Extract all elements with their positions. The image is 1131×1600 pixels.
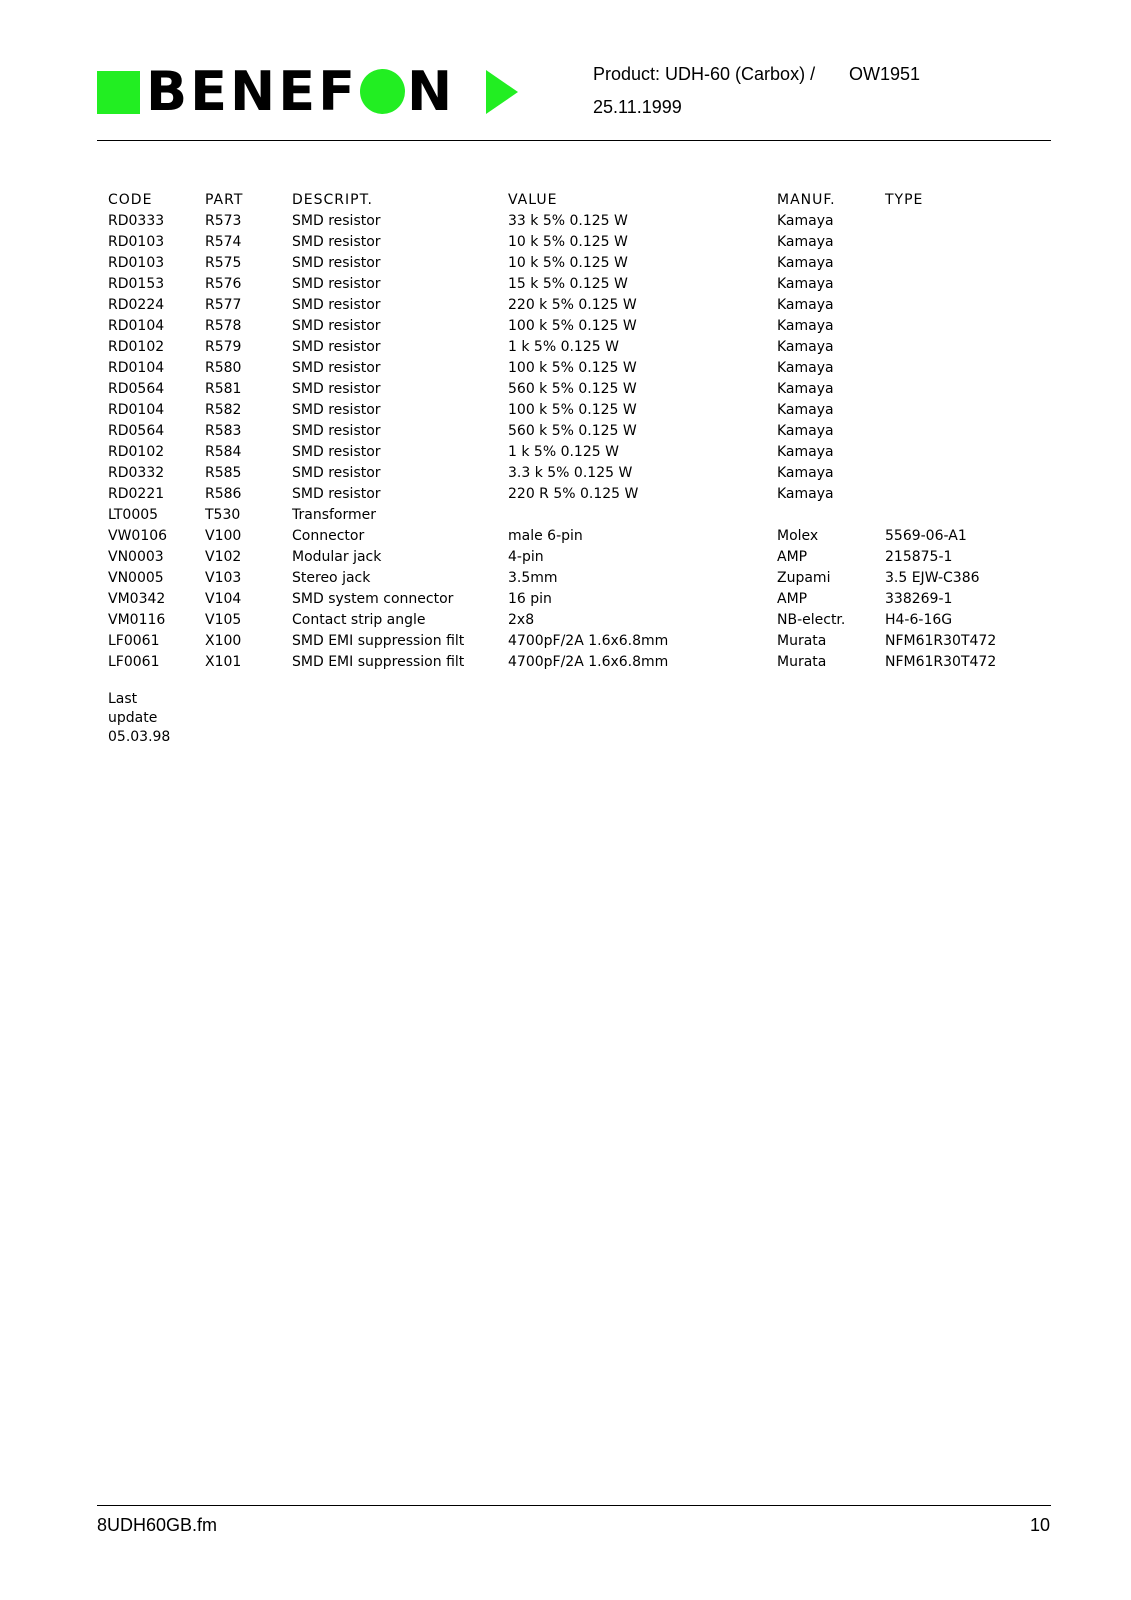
cell-value: 220 R 5% 0.125 W <box>508 486 639 502</box>
cell-descript: SMD resistor <box>292 255 381 271</box>
cell-value: male 6-pin <box>508 528 583 544</box>
cell-code: VW0106 <box>108 528 168 544</box>
cell-descript: SMD resistor <box>292 234 381 250</box>
cell-value: 1 k 5% 0.125 W <box>508 444 619 460</box>
table-row <box>103 358 1010 379</box>
cell-part: R577 <box>205 297 242 313</box>
cell-code: RD0104 <box>108 360 165 376</box>
cell-value: 220 k 5% 0.125 W <box>508 297 637 313</box>
cell-type: 215875-1 <box>885 549 953 565</box>
cell-value: 1 k 5% 0.125 W <box>508 339 619 355</box>
cell-descript: Connector <box>292 528 365 544</box>
cell-descript: SMD resistor <box>292 297 381 313</box>
table-row <box>103 253 1010 274</box>
table-row <box>103 232 1010 253</box>
cell-part: R583 <box>205 423 242 439</box>
cell-code: VN0003 <box>108 549 164 565</box>
logo-square-icon <box>97 71 140 114</box>
cell-descript: SMD resistor <box>292 318 381 334</box>
table-row <box>103 379 1010 400</box>
benefon-logo <box>97 60 517 123</box>
cell-descript: SMD resistor <box>292 276 381 292</box>
cell-type <box>880 421 1010 442</box>
cell-type <box>880 463 1010 484</box>
cell-descript: SMD resistor <box>292 339 381 355</box>
cell-value: 4-pin <box>508 549 544 565</box>
table-row <box>103 442 1010 463</box>
cell-value: 100 k 5% 0.125 W <box>508 360 637 376</box>
table-row <box>103 610 1010 631</box>
cell-manuf: Murata <box>777 633 827 649</box>
col-header-descript: DESCRIPT. <box>292 192 373 208</box>
table-header-row <box>103 190 1010 211</box>
cell-descript: SMD system connector <box>292 591 454 607</box>
cell-type: 3.5 EJW-C386 <box>885 570 980 586</box>
cell-value: 10 k 5% 0.125 W <box>508 255 628 271</box>
cell-manuf: Kamaya <box>777 423 834 439</box>
header-divider <box>97 140 1051 141</box>
cell-manuf: Molex <box>777 528 819 544</box>
table-row <box>103 547 1010 568</box>
cell-manuf: NB-electr. <box>777 612 846 628</box>
table-row <box>103 589 1010 610</box>
col-header-value: VALUE <box>508 192 558 208</box>
cell-code: LT0005 <box>108 507 159 523</box>
cell-manuf: Kamaya <box>777 339 834 355</box>
cell-manuf: Zupami <box>777 570 831 586</box>
product-title: Product: UDH-60 (Carbox) / <box>593 64 816 84</box>
cell-type <box>880 505 1010 526</box>
cell-type <box>880 400 1010 421</box>
cell-manuf: Kamaya <box>777 255 834 271</box>
cell-descript: Modular jack <box>292 549 382 565</box>
cell-code: RD0104 <box>108 318 165 334</box>
cell-code: VN0005 <box>108 570 164 586</box>
table-row <box>103 295 1010 316</box>
cell-part: R575 <box>205 255 242 271</box>
table-row <box>103 505 1010 526</box>
cell-manuf: Kamaya <box>777 234 834 250</box>
col-header-code: CODE <box>108 192 153 208</box>
cell-descript: SMD resistor <box>292 444 381 460</box>
cell-value: 16 pin <box>508 591 552 607</box>
logo-arrow-icon <box>486 70 518 114</box>
cell-value <box>503 505 772 526</box>
cell-part: V100 <box>205 528 242 544</box>
cell-part: T530 <box>205 507 241 523</box>
cell-descript: SMD EMI suppression filt <box>292 633 465 649</box>
cell-part: R584 <box>205 444 242 460</box>
cell-type <box>880 358 1010 379</box>
cell-part: R585 <box>205 465 242 481</box>
cell-descript: SMD resistor <box>292 360 381 376</box>
cell-type <box>880 379 1010 400</box>
cell-type <box>880 295 1010 316</box>
cell-code: VM0116 <box>108 612 166 628</box>
cell-value: 2x8 <box>508 612 535 628</box>
cell-type <box>880 337 1010 358</box>
table-body <box>103 211 1010 673</box>
cell-code: LF0061 <box>108 633 160 649</box>
cell-part: V103 <box>205 570 242 586</box>
cell-type: H4-6-16G <box>885 612 953 628</box>
cell-code: RD0102 <box>108 339 165 355</box>
last-update-date: 05.03.98 <box>108 729 171 745</box>
cell-code: RD0224 <box>108 297 165 313</box>
cell-manuf <box>772 505 880 526</box>
cell-manuf: Kamaya <box>777 360 834 376</box>
cell-manuf: Kamaya <box>777 465 834 481</box>
logo-text-end: N <box>407 60 456 123</box>
table-row <box>103 484 1010 505</box>
table-row <box>103 463 1010 484</box>
cell-value: 100 k 5% 0.125 W <box>508 402 637 418</box>
cell-part: R581 <box>205 381 242 397</box>
cell-value: 100 k 5% 0.125 W <box>508 318 637 334</box>
cell-value: 3.3 k 5% 0.125 W <box>508 465 633 481</box>
cell-part: R582 <box>205 402 242 418</box>
logo-o-dot-icon <box>360 69 405 114</box>
col-header-part: PART <box>205 192 244 208</box>
cell-descript: SMD resistor <box>292 423 381 439</box>
cell-descript: Stereo jack <box>292 570 371 586</box>
cell-descript: SMD EMI suppression filt <box>292 654 465 670</box>
cell-code: RD0103 <box>108 255 165 271</box>
cell-type <box>880 253 1010 274</box>
cell-manuf: Kamaya <box>777 486 834 502</box>
cell-type <box>880 211 1010 232</box>
cell-descript: SMD resistor <box>292 213 381 229</box>
logo-wordmark <box>146 62 455 122</box>
footer-divider <box>97 1505 1051 1506</box>
cell-manuf: Kamaya <box>777 213 834 229</box>
cell-value: 560 k 5% 0.125 W <box>508 381 637 397</box>
cell-part: V102 <box>205 549 242 565</box>
cell-code: RD0221 <box>108 486 165 502</box>
col-header-manuf: MANUF. <box>777 192 836 208</box>
last-update-label-1: Last <box>108 691 138 707</box>
cell-part: X101 <box>205 654 242 670</box>
cell-descript: Transformer <box>292 507 377 523</box>
cell-manuf: Kamaya <box>777 276 834 292</box>
cell-value: 3.5mm <box>508 570 558 586</box>
cell-part: R573 <box>205 213 242 229</box>
col-header-type: TYPE <box>885 192 924 208</box>
table-row <box>103 631 1010 652</box>
cell-manuf: AMP <box>777 591 808 607</box>
last-update-note <box>108 690 170 747</box>
cell-manuf: Kamaya <box>777 318 834 334</box>
cell-code: RD0153 <box>108 276 165 292</box>
cell-type <box>880 316 1010 337</box>
table-row <box>103 316 1010 337</box>
product-code: OW1951 <box>849 64 921 84</box>
cell-part: V104 <box>205 591 242 607</box>
table-row <box>103 274 1010 295</box>
cell-value: 4700pF/2A 1.6x6.8mm <box>508 633 669 649</box>
cell-value: 33 k 5% 0.125 W <box>508 213 628 229</box>
cell-descript: SMD resistor <box>292 402 381 418</box>
page-number: 10 <box>1030 1515 1051 1535</box>
cell-part: R576 <box>205 276 242 292</box>
cell-part: R580 <box>205 360 242 376</box>
cell-descript: SMD resistor <box>292 486 381 502</box>
cell-code: RD0564 <box>108 381 165 397</box>
parts-list-table <box>103 190 1010 673</box>
cell-descript: SMD resistor <box>292 381 381 397</box>
cell-manuf: AMP <box>777 549 808 565</box>
cell-code: LF0061 <box>108 654 160 670</box>
cell-value: 560 k 5% 0.125 W <box>508 423 637 439</box>
cell-manuf: Kamaya <box>777 381 834 397</box>
cell-type <box>880 442 1010 463</box>
cell-value: 4700pF/2A 1.6x6.8mm <box>508 654 669 670</box>
table-row <box>103 526 1010 547</box>
cell-code: RD0333 <box>108 213 165 229</box>
cell-type: NFM61R30T472 <box>885 654 997 670</box>
cell-part: R578 <box>205 318 242 334</box>
cell-type <box>880 484 1010 505</box>
cell-type <box>880 232 1010 253</box>
cell-code: RD0332 <box>108 465 165 481</box>
cell-part: V105 <box>205 612 242 628</box>
cell-type: 338269-1 <box>885 591 953 607</box>
cell-value: 10 k 5% 0.125 W <box>508 234 628 250</box>
footer-filename: 8UDH60GB.fm <box>97 1515 218 1535</box>
cell-part: X100 <box>205 633 242 649</box>
cell-type <box>880 274 1010 295</box>
cell-part: R574 <box>205 234 242 250</box>
cell-type: NFM61R30T472 <box>885 633 997 649</box>
cell-code: VM0342 <box>108 591 166 607</box>
table-row <box>103 337 1010 358</box>
cell-value: 15 k 5% 0.125 W <box>508 276 628 292</box>
cell-code: RD0564 <box>108 423 165 439</box>
table-row <box>103 652 1010 673</box>
cell-code: RD0102 <box>108 444 165 460</box>
cell-manuf: Murata <box>777 654 827 670</box>
table-row <box>103 400 1010 421</box>
cell-manuf: Kamaya <box>777 297 834 313</box>
cell-manuf: Kamaya <box>777 402 834 418</box>
table-row <box>103 568 1010 589</box>
cell-type: 5569-06-A1 <box>885 528 967 544</box>
cell-code: RD0103 <box>108 234 165 250</box>
table-row <box>103 211 1010 232</box>
cell-code: RD0104 <box>108 402 165 418</box>
table-row <box>103 421 1010 442</box>
cell-manuf: Kamaya <box>777 444 834 460</box>
cell-part: R579 <box>205 339 242 355</box>
cell-part: R586 <box>205 486 242 502</box>
logo-text-start: BENEF <box>146 60 359 123</box>
cell-descript: Contact strip angle <box>292 612 426 628</box>
cell-descript: SMD resistor <box>292 465 381 481</box>
document-date: 25.11.1999 <box>593 97 682 117</box>
last-update-label-2: update <box>108 710 158 726</box>
